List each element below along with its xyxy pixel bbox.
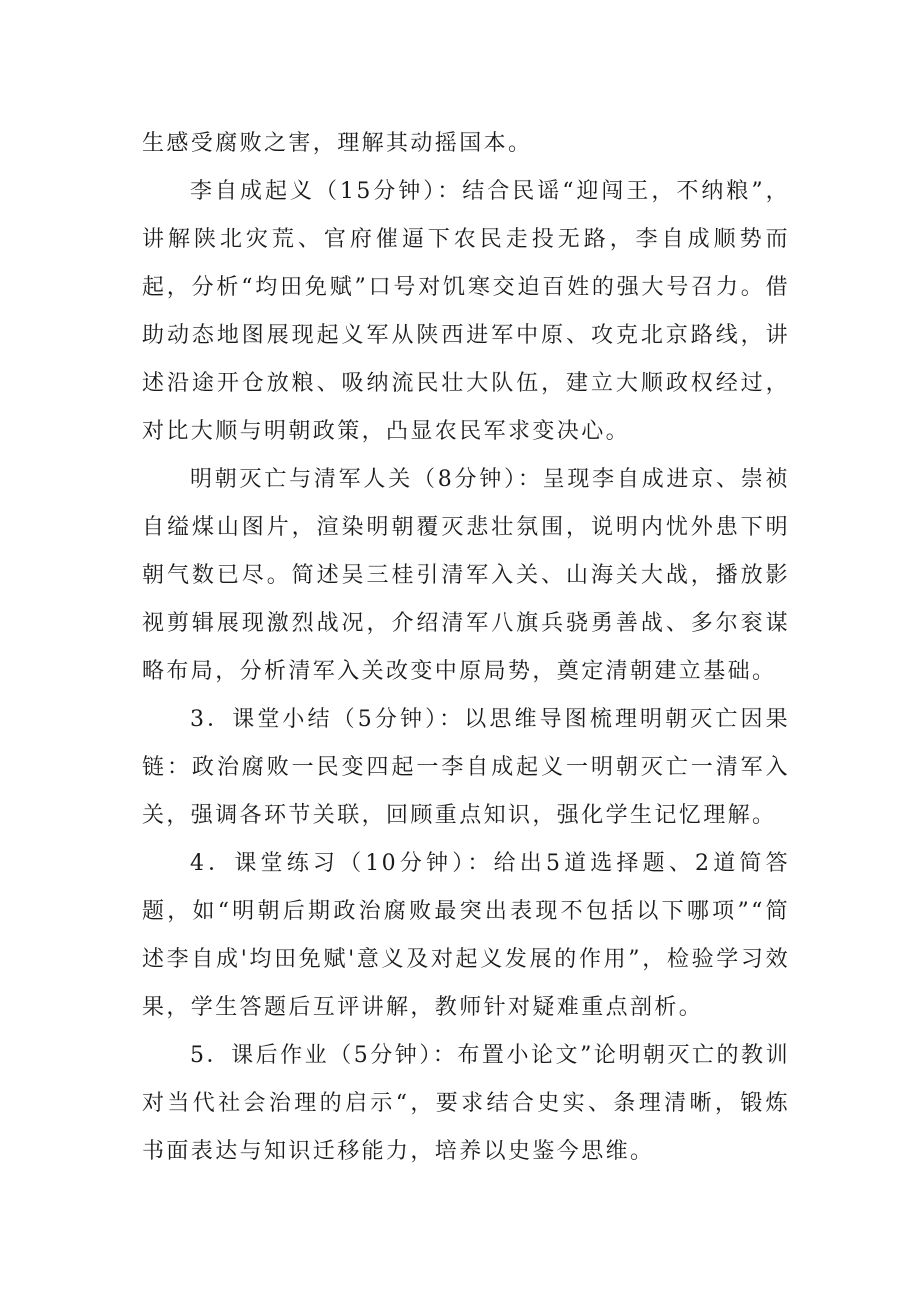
paragraph-ming-fall-qing-entry: 明朝灭亡与清军人关（8分钟）：呈现李自成进京、崇祯自缢煤山图片，渲染明朝覆灭悲壮氛围，说明内忧外患下明朝气数已尽。简述吴三桂引清军入关、山海关大战，播放影视剪辑展现激烈战况，介绍清军八旗兵骁勇善战、多尔衮谋略布局，分析清军入关改变中原局势，奠定清朝建立基础。	[142, 467, 790, 684]
paragraph-class-exercise: 4．课堂练习（10分钟）：给出5道选择题、2道简答题，如“明朝后期政治腐败最突出表现不包括以下哪项”“简述李自成'均田免赋'意义及对起义发展的作用”，检验学习效果，学生答题后互评讲解，教师针对疑难重点剖析。	[142, 851, 790, 1020]
paragraph-li-zicheng-uprising: 李自成起义（15分钟）：结合民谣“迎闯王，不纳粮”，讲解陕北灾荒、官府催逼下农民走投无路，李自成顺势而起，分析“均田免赋”口号对饥寒交迫百姓的强大号召力。借助动态地图展现起义军从陕西进军中原、攻克北京路线，讲述沿途开仓放粮、吸纳流民壮大队伍，建立大顺政权经过，对比大顺与明朝政策，凸显农民军求变决心。	[142, 179, 790, 444]
paragraph-homework: 5．课后作业（5分钟）：布置小论文”论明朝灭亡的教训对当代社会治理的启示“，要求结合史实、条理清晰，锻炼书面表达与知识迁移能力，培养以史鉴今思维。	[142, 1043, 790, 1164]
paragraph-continuation: 生感受腐败之害，理解其动摇国本。	[142, 131, 533, 156]
paragraph-class-summary: 3．课堂小结（5分钟）：以思维导图梳理明朝灭亡因果链：政治腐败一民变四起一李自成起义一明朝灭亡一清军入关，强调各环节关联，回顾重点知识，强化学生记忆理解。	[142, 707, 790, 828]
